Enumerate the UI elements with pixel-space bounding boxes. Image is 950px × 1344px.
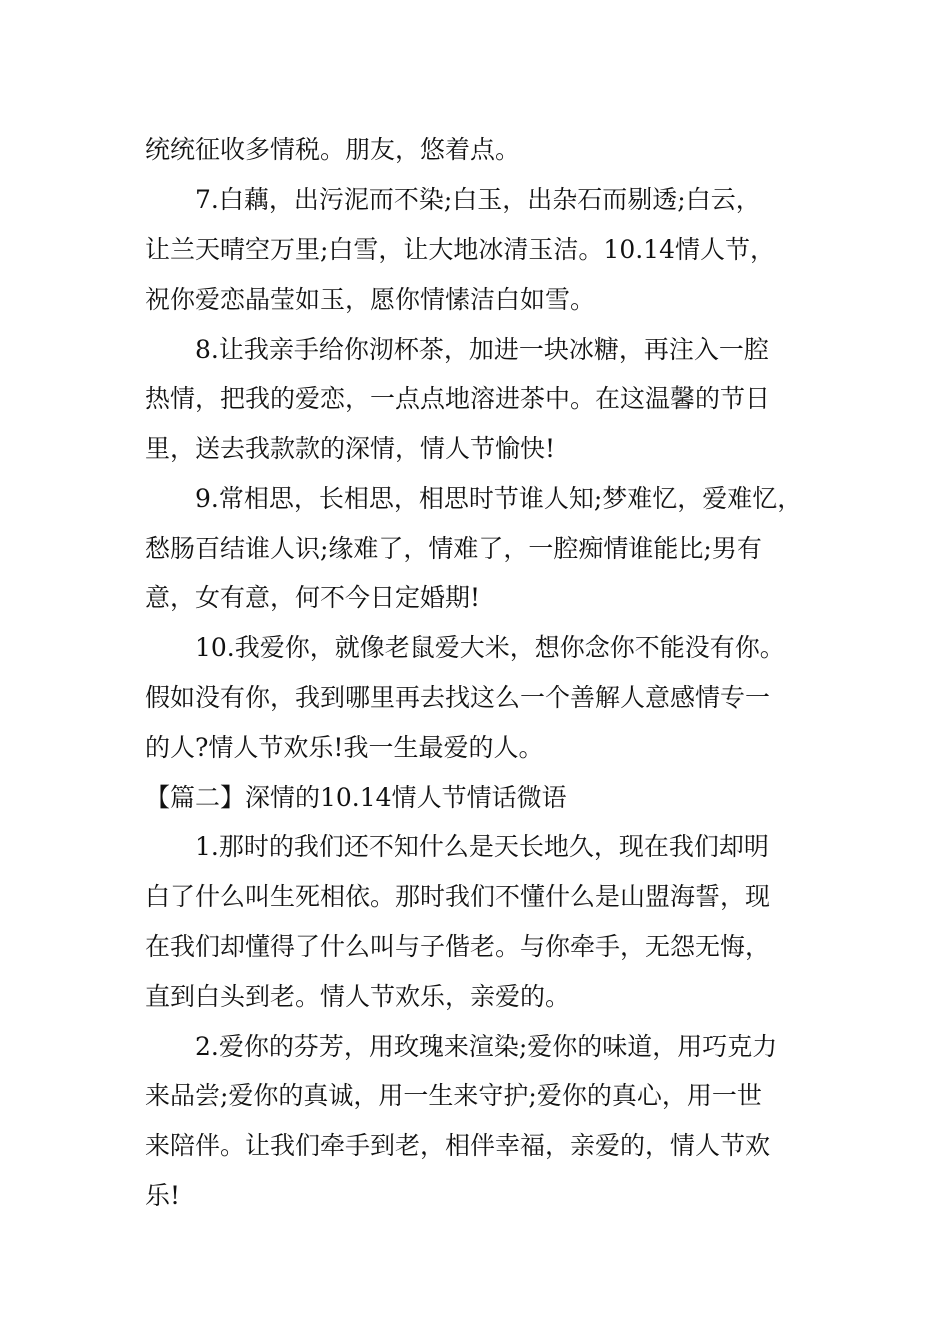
text-line: 2.爱你的芬芳，用玫瑰来渲染;爱你的味道，用巧克力 [145, 1032, 778, 1061]
text-line: 10.我爱你，就像老鼠爱大米，想你念你不能没有你。 [145, 633, 785, 662]
text-line: 里，送去我款款的深情，情人节愉快! [145, 434, 556, 463]
text-line: 统统征收多情税。朋友，悠着点。 [145, 135, 521, 164]
text-line: 8.让我亲手给你沏杯茶，加进一块冰糖，再注入一腔 [145, 335, 769, 364]
text-line: 白了什么叫生死相依。那时我们不懂什么是山盟海誓，现 [145, 882, 771, 911]
text-line: 来品尝;爱你的真诚，用一生来守护;爱你的真心，用一世 [145, 1081, 762, 1110]
text-line: 意，女有意，何不今日定婚期! [145, 583, 481, 612]
text-line: 在我们却懂得了什么叫与子偕老。与你牵手，无怨无悔， [145, 932, 771, 961]
text-line: 愁肠百结谁人识;缘难了，情难了，一腔痴情谁能比;男有 [145, 534, 762, 563]
text-line: 的人?情人节欢乐!我一生最爱的人。 [145, 733, 544, 762]
text-line: 1.那时的我们还不知什么是天长地久，现在我们却明 [145, 832, 769, 861]
text-line: 9.常相思，长相思，相思时节谁人知;梦难忆，爱难忆， [145, 484, 803, 513]
text-line: 祝你爱恋晶莹如玉，愿你情愫洁白如雪。 [145, 285, 596, 314]
text-line: 直到白头到老。情人节欢乐，亲爱的。 [145, 982, 571, 1011]
text-line: 假如没有你，我到哪里再去找这么一个善解人意感情专一 [145, 683, 771, 712]
text-line: 乐! [145, 1181, 181, 1210]
text-line: 7.白藕，出污泥而不染;白玉，出杂石而剔透;白云， [145, 185, 761, 214]
section-heading: 【篇二】深情的10.14情人节情话微语 [145, 783, 567, 812]
text-line: 来陪伴。让我们牵手到老，相伴幸福，亲爱的，情人节欢 [145, 1131, 771, 1160]
text-line: 热情，把我的爱恋，一点点地溶进茶中。在这温馨的节日 [145, 384, 771, 413]
text-line: 让兰天晴空万里;白雪，让大地冰清玉洁。10.14情人节， [145, 235, 775, 264]
